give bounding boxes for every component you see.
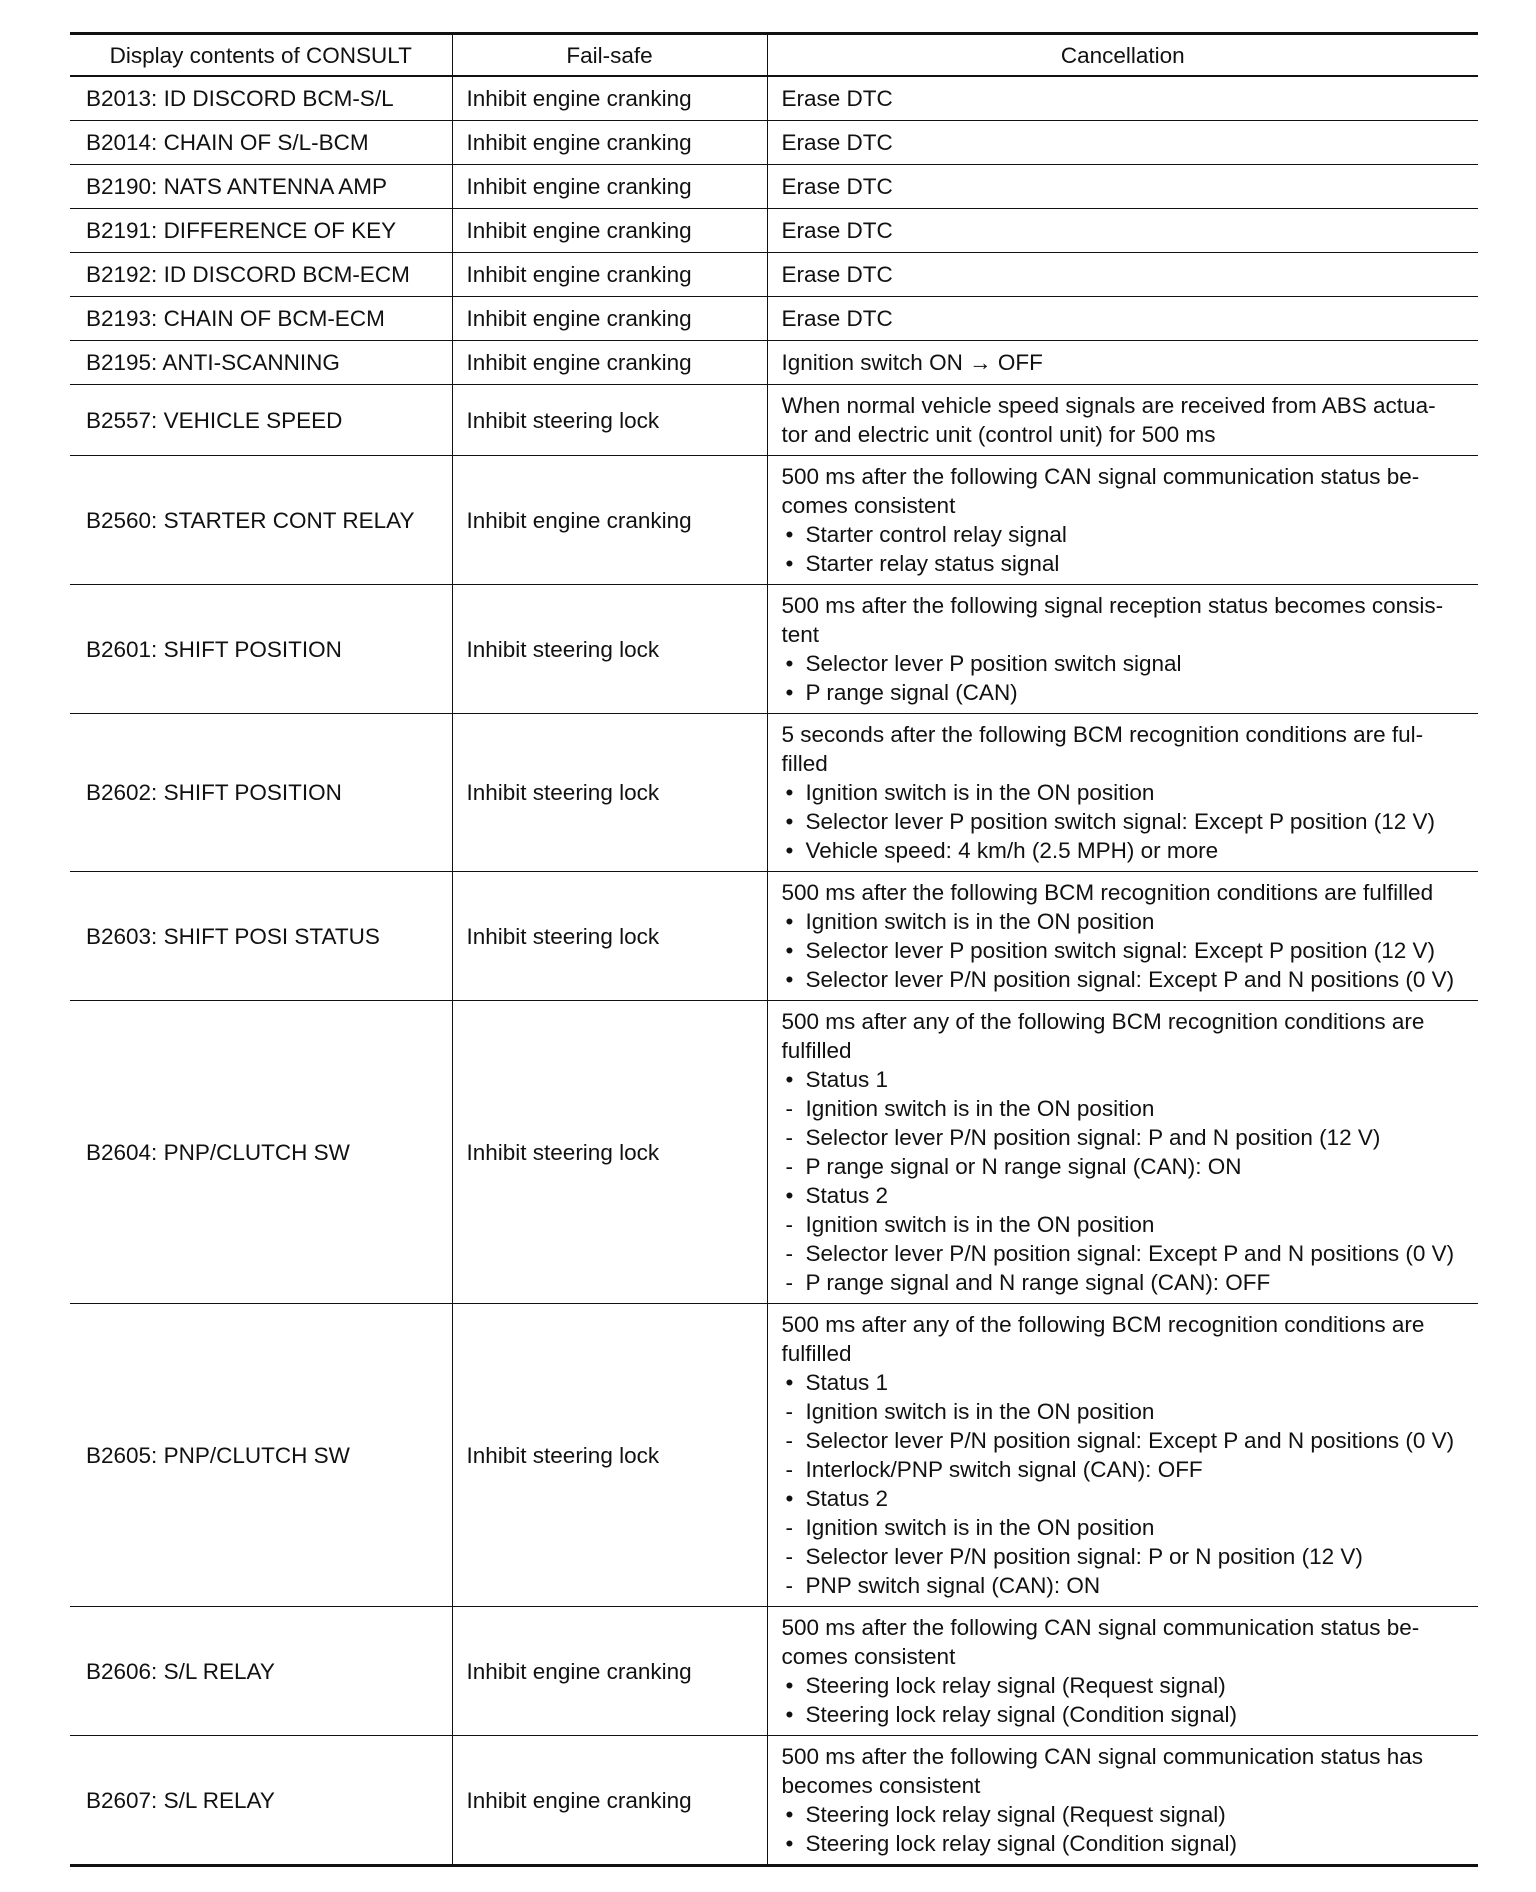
display-contents-cell: B2192: ID DISCORD BCM-ECM xyxy=(70,253,452,297)
display-contents-cell: B2603: SHIFT POSI STATUS xyxy=(70,872,452,1001)
condition-text: Ignition switch is in the ON position xyxy=(805,1515,1155,1540)
cancellation-text-line: 500 ms after any of the following BCM recognition conditions are xyxy=(781,1009,1425,1034)
display-contents-cell: B2190: NATS ANTENNA AMP xyxy=(70,165,452,209)
bullet-marker: • xyxy=(785,680,794,705)
dash-marker: - xyxy=(785,1125,793,1150)
bullet-marker: • xyxy=(785,780,794,805)
cancellation-text-line: Erase DTC xyxy=(781,306,893,331)
bullet-item xyxy=(782,907,1471,936)
bullet-item xyxy=(782,549,1471,578)
table-row xyxy=(70,1607,1478,1736)
cancellation-text-line: Erase DTC xyxy=(781,174,893,199)
bullet-marker: • xyxy=(785,1702,794,1727)
cancellation-cell xyxy=(767,456,1478,585)
header-row xyxy=(70,34,1478,77)
condition-text: Steering lock relay signal (Request signal) xyxy=(805,1673,1226,1698)
bullet-marker: • xyxy=(785,1067,794,1092)
cancellation-text-line: tor and electric unit (control unit) for 500 ms xyxy=(781,422,1216,447)
fail-safe-cell: Inhibit engine cranking xyxy=(452,297,767,341)
condition-text: Ignition switch is in the ON position xyxy=(805,1212,1155,1237)
display-contents-cell: B2191: DIFFERENCE OF KEY xyxy=(70,209,452,253)
header-display-contents: Display contents of CONSULT xyxy=(109,42,412,68)
fail-safe-cell: Inhibit steering lock xyxy=(452,872,767,1001)
fail-safe-cell: Inhibit engine cranking xyxy=(452,76,767,121)
condition-text: Ignition switch is in the ON position xyxy=(805,909,1155,934)
bullet-item xyxy=(782,936,1471,965)
cancellation-text-line: comes consistent xyxy=(781,493,956,518)
fail-safe-cell: Inhibit engine cranking xyxy=(452,253,767,297)
table-row xyxy=(70,209,1478,253)
bullet-item xyxy=(782,678,1471,707)
condition-text: Vehicle speed: 4 km/h (2.5 MPH) or more xyxy=(805,838,1219,863)
dash-marker: - xyxy=(785,1515,793,1540)
fail-safe-cell: Inhibit steering lock xyxy=(452,585,767,714)
cancellation-cell xyxy=(767,585,1478,714)
cancellation-text-line: fulfilled xyxy=(781,1038,852,1063)
display-contents-cell: B2013: ID DISCORD BCM-S/L xyxy=(70,76,452,121)
table-row xyxy=(70,76,1478,121)
fail-safe-cell: Inhibit steering lock xyxy=(452,714,767,872)
dash-item xyxy=(782,1268,1471,1297)
fail-safe-table xyxy=(70,32,1478,1867)
cancellation-cell xyxy=(767,209,1478,253)
cancellation-text-line: 5 seconds after the following BCM recognition conditions are ful- xyxy=(781,722,1424,747)
condition-text: Starter relay status signal xyxy=(805,551,1060,576)
fail-safe-cell: Inhibit engine cranking xyxy=(452,1607,767,1736)
dash-item xyxy=(782,1426,1471,1455)
condition-text: Selector lever P/N position signal: P or N position (12 V) xyxy=(805,1544,1363,1569)
document-page xyxy=(70,32,1478,1867)
condition-text: Ignition switch is in the ON position xyxy=(805,1399,1155,1424)
cancellation-text-line: fulfilled xyxy=(781,1341,852,1366)
table-row xyxy=(70,165,1478,209)
display-contents-cell: B2557: VEHICLE SPEED xyxy=(70,385,452,456)
condition-text: Selector lever P position switch signal xyxy=(805,651,1182,676)
condition-text: Selector lever P/N position signal: P and N position (12 V) xyxy=(805,1125,1381,1150)
dash-item xyxy=(782,1152,1471,1181)
cancellation-cell xyxy=(767,1607,1478,1736)
cancellation-text-line: tent xyxy=(781,622,820,647)
cancellation-cell xyxy=(767,341,1478,385)
bullet-item xyxy=(782,1065,1471,1094)
dash-item xyxy=(782,1571,1471,1600)
condition-text: Ignition switch is in the ON position xyxy=(805,780,1155,805)
fail-safe-cell: Inhibit engine cranking xyxy=(452,209,767,253)
bullet-marker: • xyxy=(785,1183,794,1208)
fail-safe-cell: Inhibit engine cranking xyxy=(452,165,767,209)
fail-safe-cell: Inhibit engine cranking xyxy=(452,456,767,585)
condition-text: Selector lever P position switch signal: Except P position (12 V) xyxy=(805,938,1435,963)
cancellation-cell xyxy=(767,714,1478,872)
bullet-item xyxy=(782,1700,1471,1729)
display-contents-cell: B2604: PNP/CLUTCH SW xyxy=(70,1001,452,1304)
dash-marker: - xyxy=(785,1428,793,1453)
dash-marker: - xyxy=(785,1457,793,1482)
bullet-marker: • xyxy=(785,1370,794,1395)
display-contents-cell: B2195: ANTI-SCANNING xyxy=(70,341,452,385)
table-row xyxy=(70,121,1478,165)
fail-safe-cell: Inhibit engine cranking xyxy=(452,1736,767,1866)
table-row xyxy=(70,297,1478,341)
table-header xyxy=(70,34,1478,77)
bullet-item xyxy=(782,649,1471,678)
dash-marker: - xyxy=(785,1573,793,1598)
header-fail-safe: Fail-safe xyxy=(452,34,767,77)
cancellation-cell xyxy=(767,253,1478,297)
condition-text: Interlock/PNP switch signal (CAN): OFF xyxy=(805,1457,1203,1482)
condition-text: Selector lever P/N position signal: Except P and N positions (0 V) xyxy=(805,1241,1455,1266)
bullet-marker: • xyxy=(785,1486,794,1511)
bullet-item xyxy=(782,836,1471,865)
fail-safe-cell: Inhibit engine cranking xyxy=(452,121,767,165)
bullet-marker: • xyxy=(785,1831,794,1856)
condition-text: Status 2 xyxy=(805,1183,889,1208)
bullet-item xyxy=(782,807,1471,836)
cancellation-cell xyxy=(767,872,1478,1001)
cancellation-cell xyxy=(767,121,1478,165)
table-row xyxy=(70,385,1478,456)
cancellation-text-line: Erase DTC xyxy=(781,130,893,155)
condition-text: PNP switch signal (CAN): ON xyxy=(805,1573,1101,1598)
bullet-marker: • xyxy=(785,838,794,863)
fail-safe-cell: Inhibit steering lock xyxy=(452,385,767,456)
cancellation-cell xyxy=(767,1736,1478,1866)
dash-marker: - xyxy=(785,1096,793,1121)
cancellation-text-line: comes consistent xyxy=(781,1644,956,1669)
condition-text: Status 1 xyxy=(805,1370,889,1395)
cancellation-text-line: When normal vehicle speed signals are received from ABS actua- xyxy=(781,393,1436,418)
cancellation-cell xyxy=(767,1001,1478,1304)
bullet-marker: • xyxy=(785,1802,794,1827)
bullet-item xyxy=(782,1181,1471,1210)
fail-safe-cell: Inhibit steering lock xyxy=(452,1304,767,1607)
table-row xyxy=(70,1736,1478,1866)
condition-text: Steering lock relay signal (Condition signal) xyxy=(805,1831,1237,1856)
condition-text: Selector lever P position switch signal: Except P position (12 V) xyxy=(805,809,1435,834)
table-row xyxy=(70,456,1478,585)
dash-marker: - xyxy=(785,1270,793,1295)
dash-item xyxy=(782,1239,1471,1268)
display-contents-cell: B2014: CHAIN OF S/L-BCM xyxy=(70,121,452,165)
dash-item xyxy=(782,1513,1471,1542)
cancellation-text-line: 500 ms after the following CAN signal communication status be- xyxy=(781,464,1420,489)
condition-text: Selector lever P/N position signal: Except P and N positions (0 V) xyxy=(805,967,1455,992)
bullet-marker: • xyxy=(785,522,794,547)
table-row xyxy=(70,253,1478,297)
cancellation-text-line: 500 ms after the following CAN signal communication status has xyxy=(781,1744,1424,1769)
cancellation-text-line: Ignition switch ON → OFF xyxy=(781,350,1043,375)
bullet-marker: • xyxy=(785,809,794,834)
condition-text: P range signal (CAN) xyxy=(805,680,1018,705)
display-contents-cell: B2193: CHAIN OF BCM-ECM xyxy=(70,297,452,341)
bullet-marker: • xyxy=(785,909,794,934)
table-body xyxy=(70,76,1478,1866)
dash-item xyxy=(782,1094,1471,1123)
condition-text: Steering lock relay signal (Condition signal) xyxy=(805,1702,1237,1727)
bullet-item xyxy=(782,1368,1471,1397)
cancellation-text-line: Erase DTC xyxy=(781,262,893,287)
condition-text: Status 2 xyxy=(805,1486,889,1511)
fail-safe-cell: Inhibit engine cranking xyxy=(452,341,767,385)
cancellation-cell xyxy=(767,385,1478,456)
condition-text: Selector lever P/N position signal: Except P and N positions (0 V) xyxy=(805,1428,1455,1453)
cancellation-cell xyxy=(767,297,1478,341)
bullet-item xyxy=(782,520,1471,549)
fail-safe-cell: Inhibit steering lock xyxy=(452,1001,767,1304)
cancellation-text-line: Erase DTC xyxy=(781,218,893,243)
cancellation-text-line: 500 ms after the following CAN signal communication status be- xyxy=(781,1615,1420,1640)
display-contents-cell: B2601: SHIFT POSITION xyxy=(70,585,452,714)
display-contents-cell: B2606: S/L RELAY xyxy=(70,1607,452,1736)
cancellation-text-line: 500 ms after the following BCM recognition conditions are fulfilled xyxy=(781,880,1434,905)
dash-marker: - xyxy=(785,1399,793,1424)
cancellation-cell xyxy=(767,76,1478,121)
table-row xyxy=(70,341,1478,385)
bullet-marker: • xyxy=(785,938,794,963)
condition-text: P range signal or N range signal (CAN): ON xyxy=(805,1154,1242,1179)
bullet-item xyxy=(782,1800,1471,1829)
dash-item xyxy=(782,1455,1471,1484)
condition-text: Ignition switch is in the ON position xyxy=(805,1096,1155,1121)
table-row xyxy=(70,1304,1478,1607)
bullet-marker: • xyxy=(785,651,794,676)
header-cancellation: Cancellation xyxy=(767,34,1478,77)
bullet-marker: • xyxy=(785,1673,794,1698)
cancellation-cell xyxy=(767,165,1478,209)
table-row xyxy=(70,1001,1478,1304)
bullet-marker: • xyxy=(785,551,794,576)
dash-item xyxy=(782,1123,1471,1152)
condition-text: Starter control relay signal xyxy=(805,522,1067,547)
dash-item xyxy=(782,1542,1471,1571)
table-row xyxy=(70,872,1478,1001)
cancellation-text-line: Erase DTC xyxy=(781,86,893,111)
condition-text: Steering lock relay signal (Request signal) xyxy=(805,1802,1226,1827)
dash-marker: - xyxy=(785,1154,793,1179)
bullet-item xyxy=(782,1671,1471,1700)
bullet-item xyxy=(782,1484,1471,1513)
table-row xyxy=(70,585,1478,714)
dash-marker: - xyxy=(785,1212,793,1237)
cancellation-text-line: 500 ms after any of the following BCM recognition conditions are xyxy=(781,1312,1425,1337)
bullet-item xyxy=(782,778,1471,807)
dash-marker: - xyxy=(785,1241,793,1266)
bullet-item xyxy=(782,1829,1471,1858)
condition-text: P range signal and N range signal (CAN): OFF xyxy=(805,1270,1271,1295)
display-contents-cell: B2607: S/L RELAY xyxy=(70,1736,452,1866)
bullet-item xyxy=(782,965,1471,994)
display-contents-cell: B2605: PNP/CLUTCH SW xyxy=(70,1304,452,1607)
table-row xyxy=(70,714,1478,872)
cancellation-text-line: becomes consistent xyxy=(781,1773,981,1798)
dash-item xyxy=(782,1210,1471,1239)
display-contents-cell: B2560: STARTER CONT RELAY xyxy=(70,456,452,585)
cancellation-text-line: 500 ms after the following signal reception status becomes consis- xyxy=(781,593,1444,618)
cancellation-cell xyxy=(767,1304,1478,1607)
dash-marker: - xyxy=(785,1544,793,1569)
condition-text: Status 1 xyxy=(805,1067,889,1092)
bullet-marker: • xyxy=(785,967,794,992)
display-contents-cell: B2602: SHIFT POSITION xyxy=(70,714,452,872)
dash-item xyxy=(782,1397,1471,1426)
cancellation-text-line: filled xyxy=(781,751,828,776)
